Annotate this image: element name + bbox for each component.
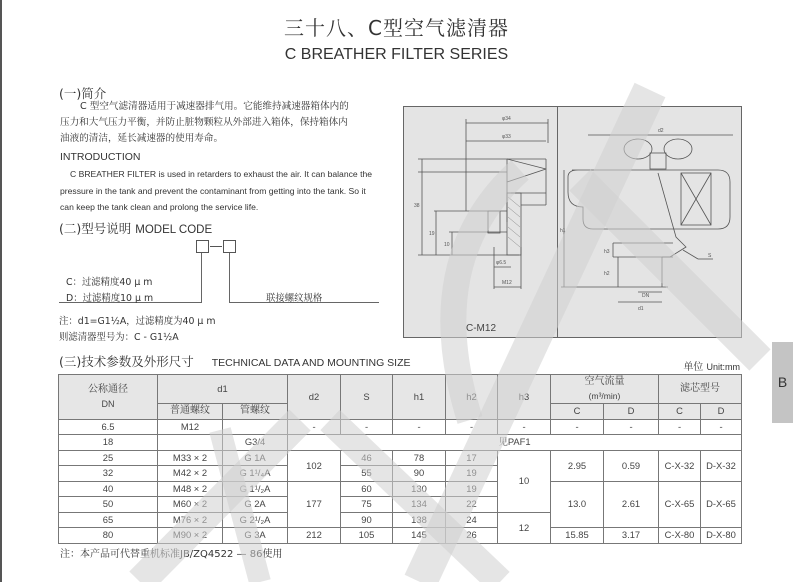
table-row bbox=[59, 419, 742, 435]
model-code-option-d: D：过滤精度10 μ m bbox=[66, 293, 154, 304]
dim-dn: DN bbox=[642, 293, 650, 299]
cell-s: 75 bbox=[341, 497, 393, 513]
tech-heading-cn: (三)技术参数及外形尺寸 bbox=[59, 354, 194, 369]
th-d1-pipe: 管螺纹 bbox=[223, 404, 288, 420]
cell-d1-normal: M12 bbox=[158, 419, 223, 435]
cell-s: 105 bbox=[341, 528, 393, 544]
th-element-d: D bbox=[701, 404, 742, 420]
th-dn bbox=[59, 375, 158, 420]
cell-dn: 25 bbox=[59, 450, 158, 466]
th-flow-d: D bbox=[604, 404, 659, 420]
cell-s: - bbox=[341, 419, 393, 435]
cell-el-d-merged: D-X-65 bbox=[701, 481, 742, 528]
cell-flow-d: 3.17 bbox=[604, 528, 659, 544]
table-header-row-1 bbox=[59, 375, 742, 404]
dim-phi34: φ34 bbox=[502, 116, 511, 122]
cell-h1: 90 bbox=[393, 466, 446, 482]
table-row bbox=[59, 481, 742, 497]
cell-h2: 19 bbox=[446, 481, 498, 497]
model-code-heading bbox=[59, 219, 212, 237]
cell-h1: 138 bbox=[393, 512, 446, 528]
table-footnote: 注：本产品可代替重机标准JB/ZQ4522 — 86使用 bbox=[60, 549, 283, 560]
dim-38: 38 bbox=[414, 203, 420, 209]
cell-flow-c: 15.85 bbox=[551, 528, 604, 544]
cell-d1-pipe: G 3A bbox=[223, 528, 288, 544]
table-row bbox=[59, 435, 742, 451]
cell-el-d-merged: D-X-32 bbox=[701, 450, 742, 481]
page-title-cn: 三十八、C型空气滤清器 bbox=[284, 16, 509, 40]
th-h3: h3 bbox=[498, 375, 551, 420]
drawing-c-m12-caption: C-M12 bbox=[466, 323, 497, 334]
cell-el-c-merged: C-X-32 bbox=[659, 450, 701, 481]
cell-flow-c-merged: 13.0 bbox=[551, 481, 604, 528]
table-row bbox=[59, 528, 742, 544]
cell-dn: 6.5 bbox=[59, 419, 158, 435]
th-h2: h2 bbox=[446, 375, 498, 420]
intro-text-en-line1: C BREATHER FILTER is used in retarders to exhaust the air. It can balance the bbox=[70, 169, 373, 179]
cell-d2-merged: 102 bbox=[288, 450, 341, 481]
cell-h2: - bbox=[446, 419, 498, 435]
model-code-thread-label: 联接螺纹规格 bbox=[266, 293, 323, 304]
page-left-edge bbox=[0, 0, 2, 582]
cell-h2: 19 bbox=[446, 466, 498, 482]
tech-heading-en: TECHNICAL DATA AND MOUNTING SIZE bbox=[211, 357, 411, 369]
dim-phi6-5: φ6.5 bbox=[496, 260, 507, 266]
cell-dn: 32 bbox=[59, 466, 158, 482]
cell-h3-merged: 12 bbox=[498, 512, 551, 543]
cell-el-d: - bbox=[701, 419, 742, 435]
cell-el-c-merged: C-X-65 bbox=[659, 481, 701, 528]
cell-el-d: D-X-80 bbox=[701, 528, 742, 544]
model-code-leader-1 bbox=[201, 253, 202, 302]
th-flow bbox=[551, 375, 659, 404]
model-code-note-line2: 则滤清器型号为：C - G1½A bbox=[59, 332, 179, 343]
breather-filter-technical-drawing-icon bbox=[558, 107, 740, 336]
intro-text-en-line2: pressure in the tank and prevent the contaminant from getting into the tank. So it bbox=[60, 186, 366, 196]
model-code-note-line1: 注：d1=G1½A，过滤精度为40 μ m bbox=[59, 316, 216, 327]
dim-d2: d2 bbox=[658, 128, 664, 134]
cell-h2: 24 bbox=[446, 512, 498, 528]
cell-h3: - bbox=[498, 419, 551, 435]
cell-d1-pipe: G 2¹/₂A bbox=[223, 512, 288, 528]
dim-s: S bbox=[708, 253, 712, 259]
cell-flow-d-merged: 2.61 bbox=[604, 481, 659, 528]
cell-d2: - bbox=[288, 419, 341, 435]
drawing-general-panel bbox=[557, 106, 742, 338]
tech-heading bbox=[59, 352, 411, 370]
th-s: S bbox=[341, 375, 393, 420]
cell-d1-normal: M33 × 2 bbox=[158, 450, 223, 466]
cell-flow-d: - bbox=[604, 419, 659, 435]
cell-s: 46 bbox=[341, 450, 393, 466]
cell-d2-merged: 177 bbox=[288, 481, 341, 528]
model-code-option-c: C：过滤精度40 μ m bbox=[66, 277, 153, 288]
cell-d1-normal bbox=[158, 435, 223, 451]
cell-el-c: C-X-80 bbox=[659, 528, 701, 544]
cell-flow-c: - bbox=[551, 419, 604, 435]
cell-h1: 145 bbox=[393, 528, 446, 544]
cell-d1-normal: M48 × 2 bbox=[158, 481, 223, 497]
intro-text-en-line3: can keep the tank clean and prolong the service life. bbox=[60, 202, 259, 212]
cell-dn: 65 bbox=[59, 512, 158, 528]
cell-d1-pipe bbox=[223, 419, 288, 435]
cell-h2: 26 bbox=[446, 528, 498, 544]
cell-d2: 212 bbox=[288, 528, 341, 544]
dim-10: 10 bbox=[444, 242, 450, 248]
cell-d1-normal: M90 × 2 bbox=[158, 528, 223, 544]
model-code-box-1 bbox=[196, 240, 209, 253]
unit-label-cn: 单位 bbox=[683, 362, 704, 373]
dim-h1: h1 bbox=[560, 228, 566, 234]
dim-phi33: φ33 bbox=[502, 134, 511, 140]
cell-h1: 78 bbox=[393, 450, 446, 466]
model-code-leader-2 bbox=[229, 253, 230, 302]
cell-d1-normal: M60 × 2 bbox=[158, 497, 223, 513]
cell-d1-pipe: G 2A bbox=[223, 497, 288, 513]
cell-flow-d-merged: 0.59 bbox=[604, 450, 659, 481]
dim-d1: d1 bbox=[638, 306, 644, 312]
cell-dn: 80 bbox=[59, 528, 158, 544]
cell-h2: 17 bbox=[446, 450, 498, 466]
page-title-en: C BREATHER FILTER SERIES bbox=[284, 46, 509, 63]
th-h1: h1 bbox=[393, 375, 446, 420]
cell-d1-normal: M76 × 2 bbox=[158, 512, 223, 528]
intro-heading: (一)简介 bbox=[59, 86, 107, 101]
cell-h1: 130 bbox=[393, 481, 446, 497]
th-element: 滤芯型号 bbox=[659, 375, 742, 404]
unit-label-en: Unit:mm bbox=[706, 362, 740, 372]
cell-d1-pipe: G3/4 bbox=[223, 435, 288, 451]
unit-label bbox=[683, 358, 740, 373]
cell-dn: 50 bbox=[59, 497, 158, 513]
th-flow-label: 空气流量 bbox=[584, 376, 625, 387]
drawing-c-m12-panel bbox=[403, 106, 559, 338]
dim-19: 19 bbox=[429, 231, 435, 237]
th-d1-normal: 普通螺纹 bbox=[158, 404, 223, 420]
cell-d1-pipe: G 1A bbox=[223, 450, 288, 466]
th-d2: d2 bbox=[288, 375, 341, 420]
th-flow-unit: (m³/min) bbox=[588, 391, 621, 401]
cell-flow-c-merged: 2.95 bbox=[551, 450, 604, 481]
th-d1: d1 bbox=[158, 375, 288, 404]
th-dn-cn: 公称通径 bbox=[88, 383, 128, 395]
cell-see-paf1: 见PAF1 bbox=[288, 435, 742, 451]
model-code-heading-cn: (二)型号说明 bbox=[59, 221, 132, 236]
intro-text-cn-line3: 油液的清洁，延长减速器的使用寿命。 bbox=[60, 133, 224, 144]
th-dn-en: DN bbox=[101, 398, 115, 409]
cell-h1: 134 bbox=[393, 497, 446, 513]
side-tab-b[interactable]: B bbox=[772, 342, 793, 423]
intro-heading-en: INTRODUCTION bbox=[60, 151, 141, 163]
cell-el-c: - bbox=[659, 419, 701, 435]
cell-h3-merged: 10 bbox=[498, 450, 551, 512]
dim-m12: M12 bbox=[502, 280, 512, 286]
dim-h2: h2 bbox=[604, 271, 610, 277]
cell-s: 90 bbox=[341, 512, 393, 528]
model-code-dash bbox=[210, 246, 222, 247]
model-code-heading-en: MODEL CODE bbox=[135, 224, 213, 236]
intro-text-cn-line1: C 型空气滤清器适用于减速器排气用。它能维持减速器箱体内的 bbox=[80, 101, 349, 112]
cell-dn: 18 bbox=[59, 435, 158, 451]
cell-dn: 40 bbox=[59, 481, 158, 497]
technical-data-table bbox=[58, 374, 742, 544]
cell-d1-pipe: G 1¹/₄A bbox=[223, 466, 288, 482]
th-flow-c: C bbox=[551, 404, 604, 420]
cell-s: 60 bbox=[341, 481, 393, 497]
intro-text-cn-line2: 压力和大气压力平衡，并防止脏物颗粒从外部进入箱体，保持箱体内 bbox=[60, 117, 348, 128]
cell-h2: 22 bbox=[446, 497, 498, 513]
table-row bbox=[59, 450, 742, 466]
cell-d1-pipe: G 1¹/₂A bbox=[223, 481, 288, 497]
cell-h1: - bbox=[393, 419, 446, 435]
dim-h3: h3 bbox=[604, 249, 610, 255]
cell-s: 55 bbox=[341, 466, 393, 482]
cell-d1-normal: M42 × 2 bbox=[158, 466, 223, 482]
th-element-c: C bbox=[659, 404, 701, 420]
model-code-box-2 bbox=[223, 240, 236, 253]
c-m12-technical-drawing-icon bbox=[404, 107, 557, 336]
